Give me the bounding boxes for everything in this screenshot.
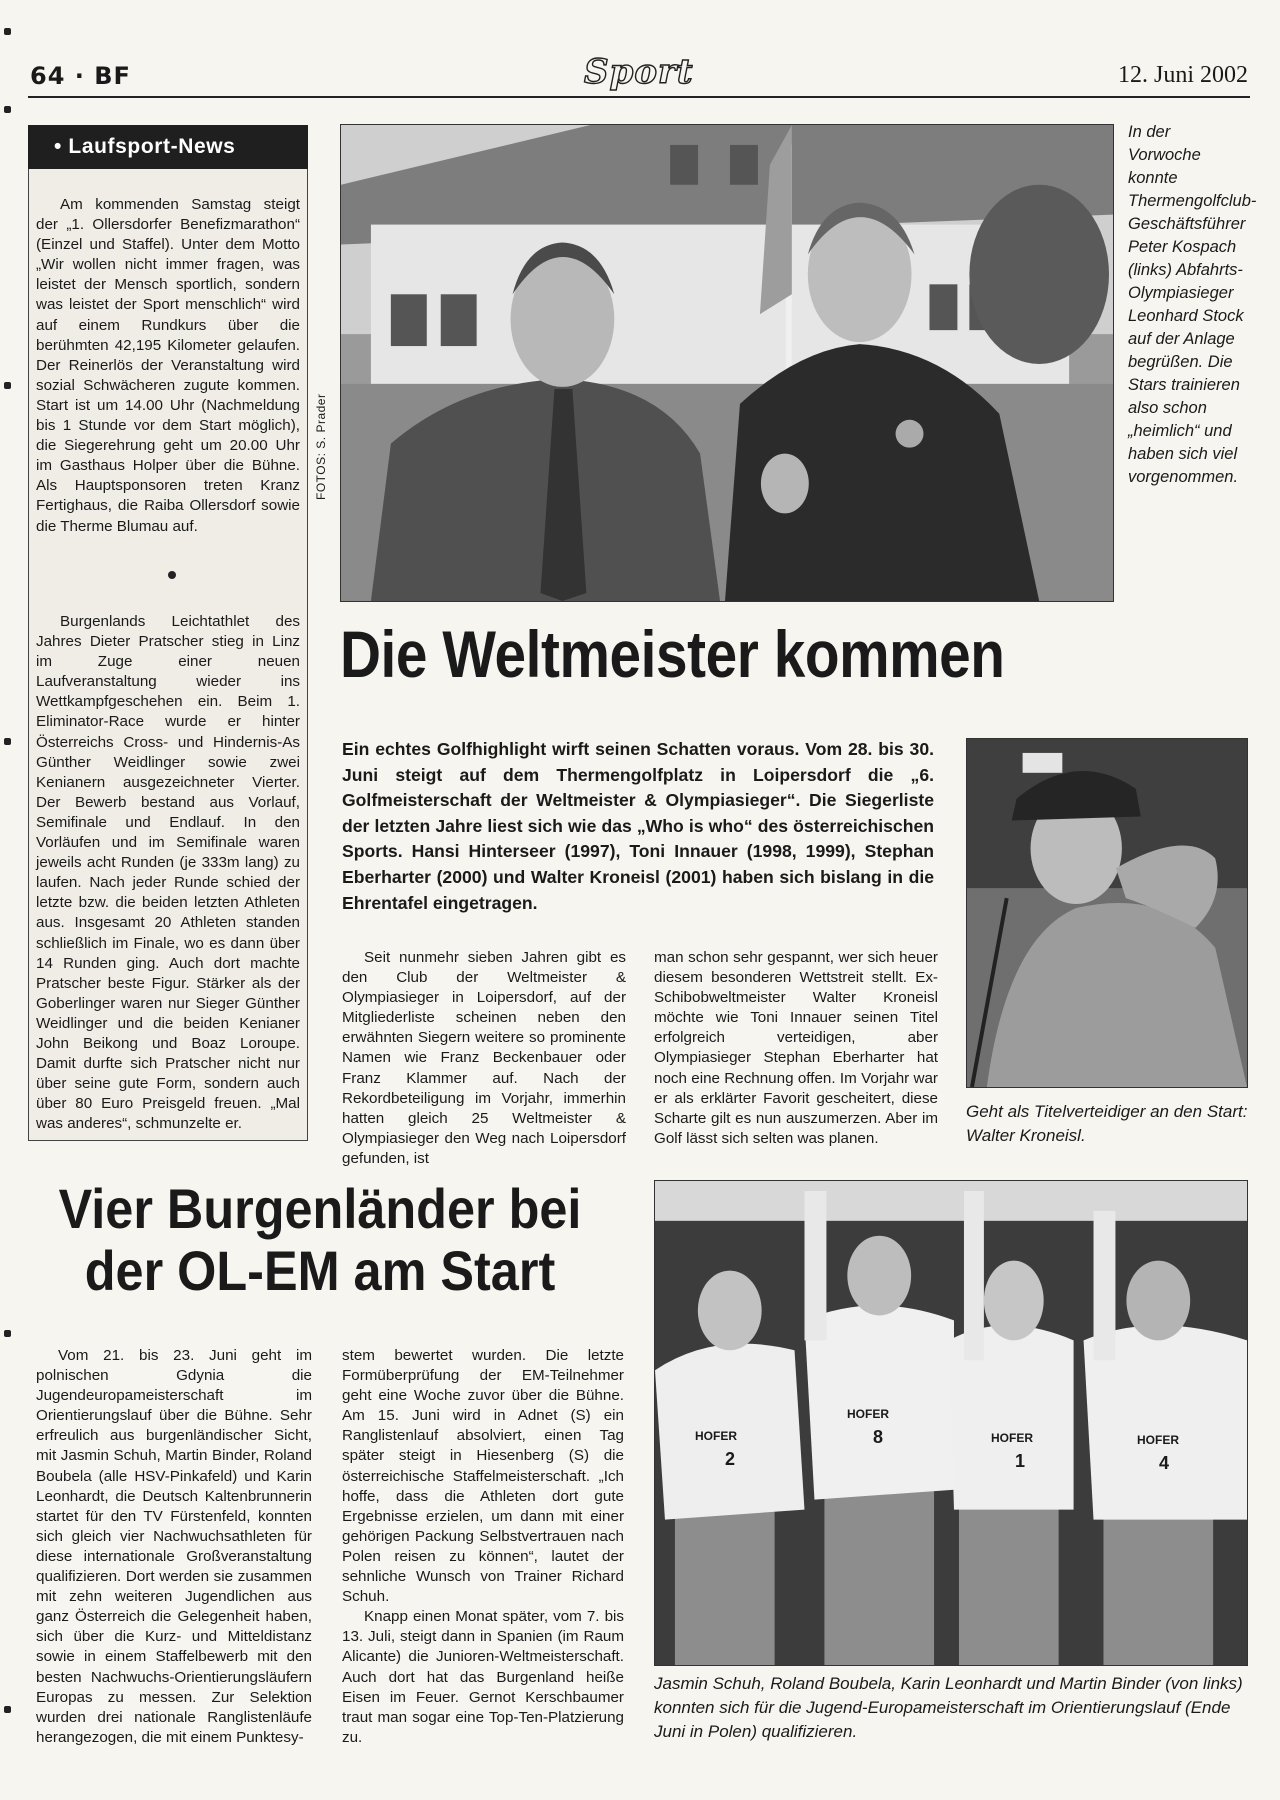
article1-paragraph: Seit nunmehr sieben Jahren gibt es den Club der Weltmeister & Olympiasieger in Loipersdorf, auf der Mitgliederliste scheinen neben den erwähnten Siegern weitere so prominente Namen wie Franz Beckenbauer oder Franz Klammer auf. Nach der Rekordbeteiligung im Vorjahr, immerhin hatten gleich 25 Weltmeister & Olympiasieger den Weg nach Loipersdorf gefunden, ist (342, 949, 626, 1167)
photo-caption-kospach: In der Vorwoche konnte Thermengolfclub-Geschäftsführer Peter Kospach (links) Abfahrts-Olympiasieger Leonhard Stock auf der Anlage begrüßen. Die Stars trainieren also schon „heimlich“ und haben sich viel vorgenommen. (1128, 123, 1257, 486)
scan-mark (4, 1330, 11, 1337)
bullet-separator (168, 571, 176, 579)
headline-ol-em (32, 1178, 608, 1302)
sidebar-paragraph: Burgenlands Leichtathlet des Jahres Dieter Pratscher stieg in Linz im Zuge einer neuen Laufveranstaltung wieder ins Wettkampfgeschehen ein. Beim 1. Eliminator-Race wurde er hinter Österreichs Cross- und Hindernis-As Günther Weidlinger sowie zwei Kenianern ausgezeichneter Vierter. Der Bewerb bestand aus Vorlauf, Semifinale und Endlauf. In den Vorläufen und im Semifinale waren jeweils acht Runden (je 333m lang) zu laufen. Nach jeder Runde schied der letzte bzw. die beiden letzten Athleten aus. Insgesamt 20 Athleten standen schließlich im Finale, wo es dann über 14 Runden ging. Auch dort machte Pratscher beste Figur. Stärker als der Goberlinger waren nur Sieger Günther Weidlinger und die beiden Kenianer John Beikong und Boaz Loroupe. Damit durfte sich Pratscher nicht nur über seine gute Form, sondern auch über 80 Euro Preisgeld freuen. „Mal was anderes“, schmunzelte er. (36, 613, 300, 1133)
photo-kospach-stock (340, 124, 1114, 602)
scan-mark (4, 28, 11, 35)
page-number: 64 · BF (30, 62, 131, 90)
scan-mark (4, 1706, 11, 1713)
article-lead: Ein echtes Golfhighlight wirft seinen Schatten voraus. Vom 28. bis 30. Juni steigt auf dem Thermengolfplatz in Loipersdorf die „6. Golfmeisterschaft der Weltmeister & Olympiasieger“. Die Siegerliste der letzten Jahre liest sich wie das „Who is who“ des österreichischen Sports. Hansi Hinterseer (1997), Toni Innauer (1998, 1999), Stephan Eberharter (2000) und Walter Kroneisl (2001) haben sich bislang in die Ehrentafel eingetragen. (342, 739, 934, 913)
header-rule (28, 96, 1250, 98)
shirt-brand: HOFER (847, 1407, 889, 1421)
issue-date: 12. Juni 2002 (1117, 62, 1248, 88)
section-title: Sport (584, 52, 694, 92)
photo-caption-kroneisl: Geht als Titelverteidiger an den Start: Walter Kroneisl. (966, 1102, 1248, 1145)
shirt-number: 1 (1015, 1451, 1026, 1471)
article2-column-1 (36, 1346, 312, 1748)
scan-mark (4, 106, 11, 113)
article2-paragraph: Vom 21. bis 23. Juni geht im polnischen Gdynia die Jugendeuropameisterschaft im Orientierungslauf über die Bühne. Sehr erfreulich aus burgenländischer Sicht, mit Jasmin Schuh, Martin Binder, Roland Boubela (alle HSV-Pinkafeld) und Karin Leonhardt, die Deutsch Kaltenbrunnerin startet für den TV Fürstenfeld, konnten sich gleich vier Nachwuchsathleten für diese internationale Großveranstaltung qualifizieren. Dort werden sie zusammen mit zehn weiteren Jugendlichen aus ganz Österreich die Gelegenheit haben, sich über die Kurz- und Mitteldistanz sowie in einem Staffelbewerb mit den besten Nachwuchs-Orientierungsläufern Europas zu messen. Zur Selektion wurden drei nationale Ranglistenläufe herangezogen, die mit einem Punktesy- (36, 1347, 312, 1746)
sidebar-text-1 (36, 195, 300, 537)
headline-weltmeister: Die Weltmeister kommen (340, 617, 1005, 691)
sidebar-header (28, 125, 308, 169)
shirt-number: 4 (1159, 1453, 1170, 1473)
article2-column-2 (342, 1346, 624, 1748)
photo-credit: FOTOS: S. Prader (314, 393, 328, 500)
photo-caption-team: Jasmin Schuh, Roland Boubela, Karin Leonhardt und Martin Binder (von links) konnten sich für die Jugend-Europameisterschaft im Orientierungslauf (Ende Juni in Polen) qualifizieren. (654, 1674, 1243, 1741)
sidebar-text-2 (36, 612, 300, 1134)
sidebar-paragraph: Am kommenden Samstag steigt der „1. Ollersdorfer Benefizmarathon“ (Einzel und Staffel). Unter dem Motto „Wir wollen nicht immer fragen, was leistet der Mensch sportlich, sondern was leistet der Sport menschlich“ wird auf einem Rundkurs über die berühmten 42,195 Kilometer gelaufen. Der Reinerlös der Veranstaltung wird sozial Schwächeren zugute kommen. Start ist um 14.00 Uhr (Nachmeldung bis 1 Stunde vor dem Start möglich), die Siegerehrung geht um 20.00 Uhr im Gasthaus Holper über die Bühne. Als Hauptsponsoren treten Kranz Fertighaus, die Raiba Ollersdorf sowie die Therme Blumau auf. (36, 196, 300, 535)
shirt-brand: HOFER (1137, 1433, 1179, 1447)
scan-mark (4, 382, 11, 389)
shirt-brand: HOFER (695, 1429, 737, 1443)
article1-paragraph: man schon sehr gespannt, wer sich heuer diesem besonderen Wettstreit stellt. Ex-Schibobweltmeister Walter Kroneisl möchte wie Toni Innauer seinen Titel erfolgreich verteidigen, aber Olympiasieger Stephan Eberharter hat noch eine Rechnung offen. Im Vorjahr war er als erklärter Favorit gescheitert, diese Scharte gilt es nun auszumerzen. Aber im Golf lässt sich selten was planen. (654, 949, 938, 1147)
scan-mark (4, 738, 11, 745)
shirt-brand: HOFER (991, 1431, 1033, 1445)
article1-column-2 (654, 948, 938, 1149)
shirt-number: 8 (873, 1427, 884, 1447)
article1-column-1 (342, 948, 626, 1169)
headline-line: der OL-EM am Start (84, 1239, 556, 1302)
article2-paragraph: Knapp einen Monat später, vom 7. bis 13. Juli, steigt dann in Spanien (im Raum Alicante) die Junioren-Weltmeisterschaft. Auch dort hat das Burgenland heiße Eisen im Feuer. Gernot Kerschbaumer traut man sogar eine Top-Ten-Platzierung zu. (342, 1608, 624, 1746)
photo-kroneisl (966, 738, 1248, 1088)
shirt-number: 2 (725, 1449, 736, 1469)
photo-ol-team (654, 1180, 1248, 1666)
sidebar-title: • Laufsport-News (54, 135, 236, 158)
article2-paragraph: stem bewertet wurden. Die letzte Formüberprüfung der EM-Teilnehmer geht eine Woche zuvor über die Bühne. Am 15. Juni wird in Adnet (S) ein Ranglistenlauf absolviert, einen Tag später steigt in Hiesenberg (S) die österreichische Staffelmeisterschaft. „Ich hoffe, dass die Athleten dort gute Ergebnisse erzielen, um dann mit einer gehörigen Packung Selbstvertrauen nach Polen reisen zu können“, lautet der sehnliche Wunsch von Trainer Richard Schuh. (342, 1347, 624, 1606)
headline-line: Vier Burgenländer bei (58, 1177, 582, 1240)
